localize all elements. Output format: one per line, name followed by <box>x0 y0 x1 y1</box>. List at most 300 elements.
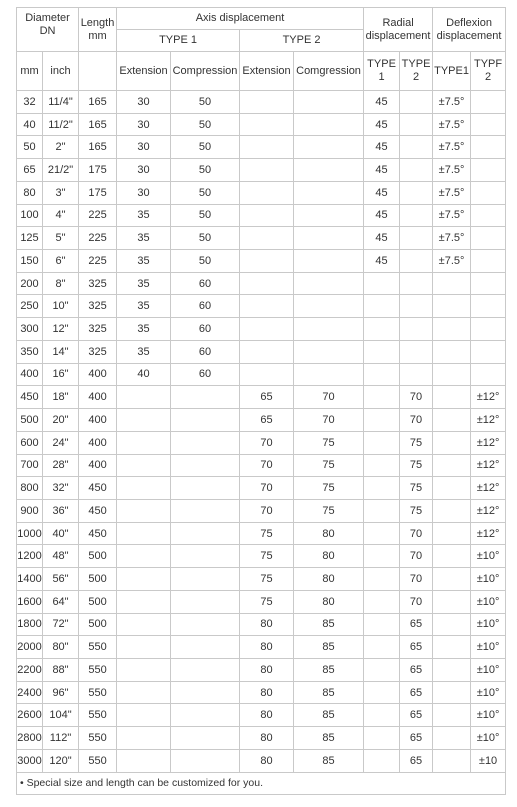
length-cell: 550 <box>79 704 117 727</box>
table-row <box>17 159 506 182</box>
type2-compression-cell <box>294 113 364 136</box>
type1-extension-cell: 30 <box>117 136 171 159</box>
type1-extension-cell: 35 <box>117 318 171 341</box>
type1-compression-cell: 50 <box>171 91 240 114</box>
type1-extension-cell <box>117 499 171 522</box>
radial-displacement-header: Radial displacement <box>364 8 433 52</box>
length-cell: 400 <box>79 409 117 432</box>
radial-type1-cell <box>364 431 400 454</box>
type1-compression-cell: 50 <box>171 159 240 182</box>
deflexion-type2-cell <box>471 227 506 250</box>
dn-mm-cell: 250 <box>17 295 43 318</box>
axis-displacement-header: Axis displacement <box>117 8 364 30</box>
type2-extension-cell <box>240 136 294 159</box>
type1-extension-cell <box>117 636 171 659</box>
type2-compression-cell <box>294 159 364 182</box>
type2-extension-cell: 75 <box>240 590 294 613</box>
type2-compression-cell <box>294 272 364 295</box>
deflexion-type1-cell <box>433 704 471 727</box>
extension-type2-header: Extension <box>240 52 294 91</box>
length-cell: 400 <box>79 363 117 386</box>
deflexion-type1-cell <box>433 363 471 386</box>
dn-mm-cell: 65 <box>17 159 43 182</box>
deflexion-type1-cell <box>433 386 471 409</box>
type2-extension-cell: 70 <box>240 431 294 454</box>
table-row <box>17 318 506 341</box>
radial-type2-cell <box>400 136 433 159</box>
deflexion-type2-header: TYPF 2 <box>471 52 506 91</box>
type2-extension-cell: 75 <box>240 568 294 591</box>
radial-type1-cell <box>364 340 400 363</box>
deflexion-type2-cell <box>471 136 506 159</box>
deflexion-type2-cell: ±12° <box>471 409 506 432</box>
deflexion-type2-cell <box>471 91 506 114</box>
type2-extension-cell <box>240 295 294 318</box>
deflexion-type2-cell: ±10° <box>471 590 506 613</box>
deflexion-type2-cell: ±12° <box>471 522 506 545</box>
deflexion-type1-cell <box>433 658 471 681</box>
deflexion-type1-cell <box>433 318 471 341</box>
length-cell: 400 <box>79 386 117 409</box>
radial-type2-cell: 70 <box>400 568 433 591</box>
type1-extension-cell: 40 <box>117 363 171 386</box>
dn-inch-cell: 56" <box>43 568 79 591</box>
type2-compression-cell: 75 <box>294 454 364 477</box>
type1-compression-cell <box>171 431 240 454</box>
deflexion-type2-cell: ±10° <box>471 727 506 750</box>
dn-mm-cell: 400 <box>17 363 43 386</box>
type1-extension-cell <box>117 568 171 591</box>
type2-extension-cell: 80 <box>240 613 294 636</box>
radial-type1-cell: 45 <box>364 204 400 227</box>
radial-type1-cell <box>364 295 400 318</box>
dn-inch-cell: 96" <box>43 681 79 704</box>
deflexion-type1-cell: ±7.5° <box>433 181 471 204</box>
deflexion-type2-cell: ±12° <box>471 477 506 500</box>
radial-type1-cell: 45 <box>364 159 400 182</box>
length-cell: 550 <box>79 658 117 681</box>
radial-type1-cell <box>364 658 400 681</box>
deflexion-type1-cell <box>433 727 471 750</box>
type2-compression-cell: 70 <box>294 409 364 432</box>
deflexion-type1-cell: ±7.5° <box>433 250 471 273</box>
type2-compression-cell <box>294 340 364 363</box>
dn-inch-cell: 64" <box>43 590 79 613</box>
deflexion-type1-cell <box>433 272 471 295</box>
dn-inch-cell: 11/4" <box>43 91 79 114</box>
radial-type2-cell: 70 <box>400 590 433 613</box>
dn-mm-cell: 2000 <box>17 636 43 659</box>
table-row <box>17 681 506 704</box>
table-row <box>17 568 506 591</box>
deflexion-type2-cell: ±10° <box>471 636 506 659</box>
specification-table <box>16 7 506 795</box>
deflexion-type1-cell <box>433 749 471 772</box>
type1-extension-cell: 35 <box>117 272 171 295</box>
deflexion-type1-cell: ±7.5° <box>433 113 471 136</box>
dn-inch-cell: 48" <box>43 545 79 568</box>
radial-type2-cell: 65 <box>400 613 433 636</box>
type2-extension-cell <box>240 113 294 136</box>
length-cell: 225 <box>79 204 117 227</box>
dn-mm-cell: 50 <box>17 136 43 159</box>
dn-inch-cell: 8" <box>43 272 79 295</box>
deflexion-type1-cell <box>433 568 471 591</box>
radial-type1-cell <box>364 704 400 727</box>
mm-header: mm <box>17 52 43 91</box>
type1-extension-cell: 30 <box>117 91 171 114</box>
length-cell: 325 <box>79 318 117 341</box>
type2-extension-cell <box>240 91 294 114</box>
dn-mm-cell: 700 <box>17 454 43 477</box>
type2-extension-cell <box>240 227 294 250</box>
table-row <box>17 363 506 386</box>
radial-type2-cell: 65 <box>400 704 433 727</box>
type1-compression-cell <box>171 522 240 545</box>
table-row <box>17 272 506 295</box>
dn-inch-cell: 120" <box>43 749 79 772</box>
deflexion-type2-cell <box>471 363 506 386</box>
length-cell: 175 <box>79 181 117 204</box>
table-row <box>17 136 506 159</box>
type1-compression-cell <box>171 454 240 477</box>
radial-type1-cell <box>364 545 400 568</box>
deflexion-type2-cell <box>471 295 506 318</box>
length-cell: 500 <box>79 613 117 636</box>
deflexion-type1-cell: ±7.5° <box>433 91 471 114</box>
type2-compression-cell: 70 <box>294 386 364 409</box>
deflexion-type1-cell: ±7.5° <box>433 159 471 182</box>
type1-compression-cell: 50 <box>171 250 240 273</box>
type2-extension-cell: 65 <box>240 386 294 409</box>
dn-mm-cell: 100 <box>17 204 43 227</box>
dn-inch-cell: 112" <box>43 727 79 750</box>
type1-extension-cell: 35 <box>117 250 171 273</box>
type1-extension-cell <box>117 409 171 432</box>
type1-extension-cell: 35 <box>117 227 171 250</box>
type2-extension-cell <box>240 363 294 386</box>
type2-compression-cell <box>294 363 364 386</box>
dn-mm-cell: 32 <box>17 91 43 114</box>
type1-extension-cell: 35 <box>117 204 171 227</box>
deflexion-type1-cell <box>433 681 471 704</box>
deflexion-type2-cell: ±10° <box>471 568 506 591</box>
length-cell: 225 <box>79 227 117 250</box>
type1-compression-cell <box>171 545 240 568</box>
dn-mm-cell: 200 <box>17 272 43 295</box>
table-row <box>17 636 506 659</box>
dn-mm-cell: 80 <box>17 181 43 204</box>
radial-type1-cell <box>364 477 400 500</box>
radial-type2-cell <box>400 363 433 386</box>
type1-compression-cell <box>171 681 240 704</box>
type1-compression-cell: 50 <box>171 204 240 227</box>
radial-type1-cell <box>364 727 400 750</box>
type1-compression-cell <box>171 409 240 432</box>
table-row <box>17 590 506 613</box>
type2-compression-cell <box>294 136 364 159</box>
deflexion-type1-cell <box>433 636 471 659</box>
length-cell: 165 <box>79 91 117 114</box>
dn-inch-cell: 18" <box>43 386 79 409</box>
dn-mm-cell: 900 <box>17 499 43 522</box>
radial-type2-cell <box>400 227 433 250</box>
inch-header: inch <box>43 52 79 91</box>
length-cell: 325 <box>79 272 117 295</box>
table-row <box>17 181 506 204</box>
type1-compression-cell: 60 <box>171 340 240 363</box>
dn-mm-cell: 2200 <box>17 658 43 681</box>
footnote: • Special size and length can be customized for you. <box>17 772 506 794</box>
radial-type1-cell: 45 <box>364 113 400 136</box>
table-row <box>17 727 506 750</box>
dn-inch-cell: 16" <box>43 363 79 386</box>
dn-inch-cell: 2" <box>43 136 79 159</box>
type2-extension-cell: 70 <box>240 454 294 477</box>
deflexion-type2-cell: ±12° <box>471 386 506 409</box>
type2-extension-cell: 80 <box>240 749 294 772</box>
type2-compression-cell <box>294 204 364 227</box>
deflexion-type2-cell <box>471 159 506 182</box>
deflexion-type1-cell <box>433 545 471 568</box>
length-cell: 550 <box>79 727 117 750</box>
radial-type2-cell: 70 <box>400 545 433 568</box>
radial-type1-cell: 45 <box>364 250 400 273</box>
radial-type2-cell: 65 <box>400 681 433 704</box>
dn-inch-cell: 10" <box>43 295 79 318</box>
length-cell: 550 <box>79 681 117 704</box>
length-header: Length mm <box>79 8 117 52</box>
radial-type2-cell <box>400 204 433 227</box>
radial-type1-cell <box>364 568 400 591</box>
length-cell: 225 <box>79 250 117 273</box>
compression-type2-header: Comgression <box>294 52 364 91</box>
dn-mm-cell: 350 <box>17 340 43 363</box>
type2-extension-cell <box>240 272 294 295</box>
length-unit-spacer <box>79 52 117 91</box>
dn-inch-cell: 6" <box>43 250 79 273</box>
type2-extension-cell: 80 <box>240 704 294 727</box>
radial-type1-cell <box>364 749 400 772</box>
deflexion-type1-cell <box>433 295 471 318</box>
type1-extension-cell <box>117 590 171 613</box>
radial-type1-cell <box>364 522 400 545</box>
deflexion-type1-cell: ±7.5° <box>433 204 471 227</box>
type2-compression-cell: 85 <box>294 681 364 704</box>
deflexion-type1-cell <box>433 409 471 432</box>
type2-compression-cell: 85 <box>294 613 364 636</box>
length-cell: 500 <box>79 590 117 613</box>
radial-type2-cell <box>400 159 433 182</box>
radial-type2-cell: 70 <box>400 409 433 432</box>
dn-mm-cell: 500 <box>17 409 43 432</box>
extension-type1-header: Extension <box>117 52 171 91</box>
radial-type1-cell <box>364 499 400 522</box>
dn-mm-cell: 600 <box>17 431 43 454</box>
deflexion-type1-cell <box>433 613 471 636</box>
radial-type2-cell: 65 <box>400 727 433 750</box>
radial-type2-cell: 75 <box>400 499 433 522</box>
radial-type2-cell <box>400 181 433 204</box>
radial-type2-cell <box>400 318 433 341</box>
radial-type2-cell: 65 <box>400 658 433 681</box>
type2-compression-cell: 85 <box>294 749 364 772</box>
type2-compression-cell <box>294 318 364 341</box>
deflexion-type1-cell <box>433 499 471 522</box>
dn-inch-cell: 14" <box>43 340 79 363</box>
type2-compression-cell: 80 <box>294 590 364 613</box>
dn-inch-cell: 88" <box>43 658 79 681</box>
type1-extension-cell <box>117 545 171 568</box>
dn-inch-cell: 12" <box>43 318 79 341</box>
dn-mm-cell: 40 <box>17 113 43 136</box>
deflexion-type1-cell: ±7.5° <box>433 136 471 159</box>
dn-inch-cell: 4" <box>43 204 79 227</box>
table-row <box>17 477 506 500</box>
deflexion-type2-cell: ±10° <box>471 613 506 636</box>
type2-compression-cell <box>294 227 364 250</box>
type1-extension-cell <box>117 386 171 409</box>
dn-mm-cell: 150 <box>17 250 43 273</box>
table-row <box>17 431 506 454</box>
radial-type2-cell <box>400 295 433 318</box>
dn-inch-cell: 3" <box>43 181 79 204</box>
radial-type2-cell <box>400 340 433 363</box>
length-cell: 500 <box>79 568 117 591</box>
dn-mm-cell: 2600 <box>17 704 43 727</box>
deflexion-type1-cell: ±7.5° <box>433 227 471 250</box>
length-cell: 400 <box>79 454 117 477</box>
dn-inch-cell: 104" <box>43 704 79 727</box>
type1-compression-cell <box>171 636 240 659</box>
type2-extension-cell: 75 <box>240 522 294 545</box>
radial-type2-cell: 70 <box>400 522 433 545</box>
dn-inch-cell: 80" <box>43 636 79 659</box>
type2-extension-cell <box>240 318 294 341</box>
type1-extension-cell <box>117 613 171 636</box>
type2-compression-cell: 75 <box>294 431 364 454</box>
table-row <box>17 499 506 522</box>
table-row <box>17 658 506 681</box>
type1-compression-cell <box>171 749 240 772</box>
dn-mm-cell: 1200 <box>17 545 43 568</box>
radial-type1-cell: 45 <box>364 227 400 250</box>
length-cell: 550 <box>79 636 117 659</box>
deflexion-type1-cell <box>433 431 471 454</box>
type1-compression-cell: 50 <box>171 227 240 250</box>
table-row <box>17 704 506 727</box>
radial-type2-cell: 75 <box>400 431 433 454</box>
deflexion-type1-cell <box>433 590 471 613</box>
deflexion-type1-cell <box>433 477 471 500</box>
radial-type2-cell <box>400 113 433 136</box>
length-cell: 325 <box>79 340 117 363</box>
compression-type1-header: Compression <box>171 52 240 91</box>
length-cell: 450 <box>79 522 117 545</box>
dn-inch-cell: 11/2" <box>43 113 79 136</box>
table-row <box>17 749 506 772</box>
table-row <box>17 613 506 636</box>
table-row <box>17 227 506 250</box>
deflexion-type2-cell: ±12° <box>471 499 506 522</box>
dn-mm-cell: 1400 <box>17 568 43 591</box>
table-row <box>17 454 506 477</box>
type2-extension-cell <box>240 250 294 273</box>
length-cell: 400 <box>79 431 117 454</box>
type2-extension-cell: 80 <box>240 681 294 704</box>
length-cell: 450 <box>79 499 117 522</box>
type2-compression-cell: 75 <box>294 477 364 500</box>
length-cell: 325 <box>79 295 117 318</box>
radial-type1-cell <box>364 386 400 409</box>
type2-compression-cell <box>294 91 364 114</box>
radial-type2-cell <box>400 91 433 114</box>
dn-mm-cell: 2400 <box>17 681 43 704</box>
table-row <box>17 545 506 568</box>
type1-extension-cell: 35 <box>117 295 171 318</box>
radial-type1-cell <box>364 363 400 386</box>
table-row <box>17 91 506 114</box>
type1-compression-cell: 60 <box>171 318 240 341</box>
type1-compression-cell: 50 <box>171 181 240 204</box>
type2-compression-cell: 85 <box>294 704 364 727</box>
radial-type1-cell <box>364 318 400 341</box>
table-row <box>17 340 506 363</box>
length-cell: 175 <box>79 159 117 182</box>
radial-type2-cell <box>400 272 433 295</box>
table-row <box>17 522 506 545</box>
type1-extension-cell <box>117 522 171 545</box>
type2-extension-cell <box>240 181 294 204</box>
table-row <box>17 409 506 432</box>
type1-compression-cell <box>171 613 240 636</box>
radial-type2-header: TYPE 2 <box>400 52 433 91</box>
radial-type1-cell <box>364 272 400 295</box>
type2-compression-cell <box>294 250 364 273</box>
type1-extension-cell <box>117 658 171 681</box>
deflexion-type1-cell <box>433 454 471 477</box>
deflexion-type1-header: TYPE1 <box>433 52 471 91</box>
radial-type1-cell <box>364 454 400 477</box>
type1-compression-cell <box>171 499 240 522</box>
type1-extension-cell: 30 <box>117 159 171 182</box>
table-header <box>17 8 506 91</box>
type1-compression-cell <box>171 704 240 727</box>
deflexion-type2-cell <box>471 113 506 136</box>
type2-compression-cell: 85 <box>294 636 364 659</box>
length-cell: 500 <box>79 545 117 568</box>
radial-type1-cell <box>364 613 400 636</box>
radial-type2-cell: 65 <box>400 749 433 772</box>
dn-mm-cell: 300 <box>17 318 43 341</box>
dn-mm-cell: 450 <box>17 386 43 409</box>
table-body <box>17 91 506 773</box>
type2-extension-cell <box>240 159 294 182</box>
radial-type1-cell: 45 <box>364 181 400 204</box>
dn-inch-cell: 21/2" <box>43 159 79 182</box>
type1-extension-cell <box>117 704 171 727</box>
radial-type2-cell <box>400 250 433 273</box>
radial-type1-cell <box>364 681 400 704</box>
radial-type2-cell: 70 <box>400 386 433 409</box>
type1-compression-cell <box>171 727 240 750</box>
radial-type2-cell: 75 <box>400 477 433 500</box>
dn-mm-cell: 1800 <box>17 613 43 636</box>
dn-inch-cell: 24" <box>43 431 79 454</box>
deflexion-type2-cell <box>471 272 506 295</box>
type1-compression-cell <box>171 386 240 409</box>
table-row <box>17 250 506 273</box>
